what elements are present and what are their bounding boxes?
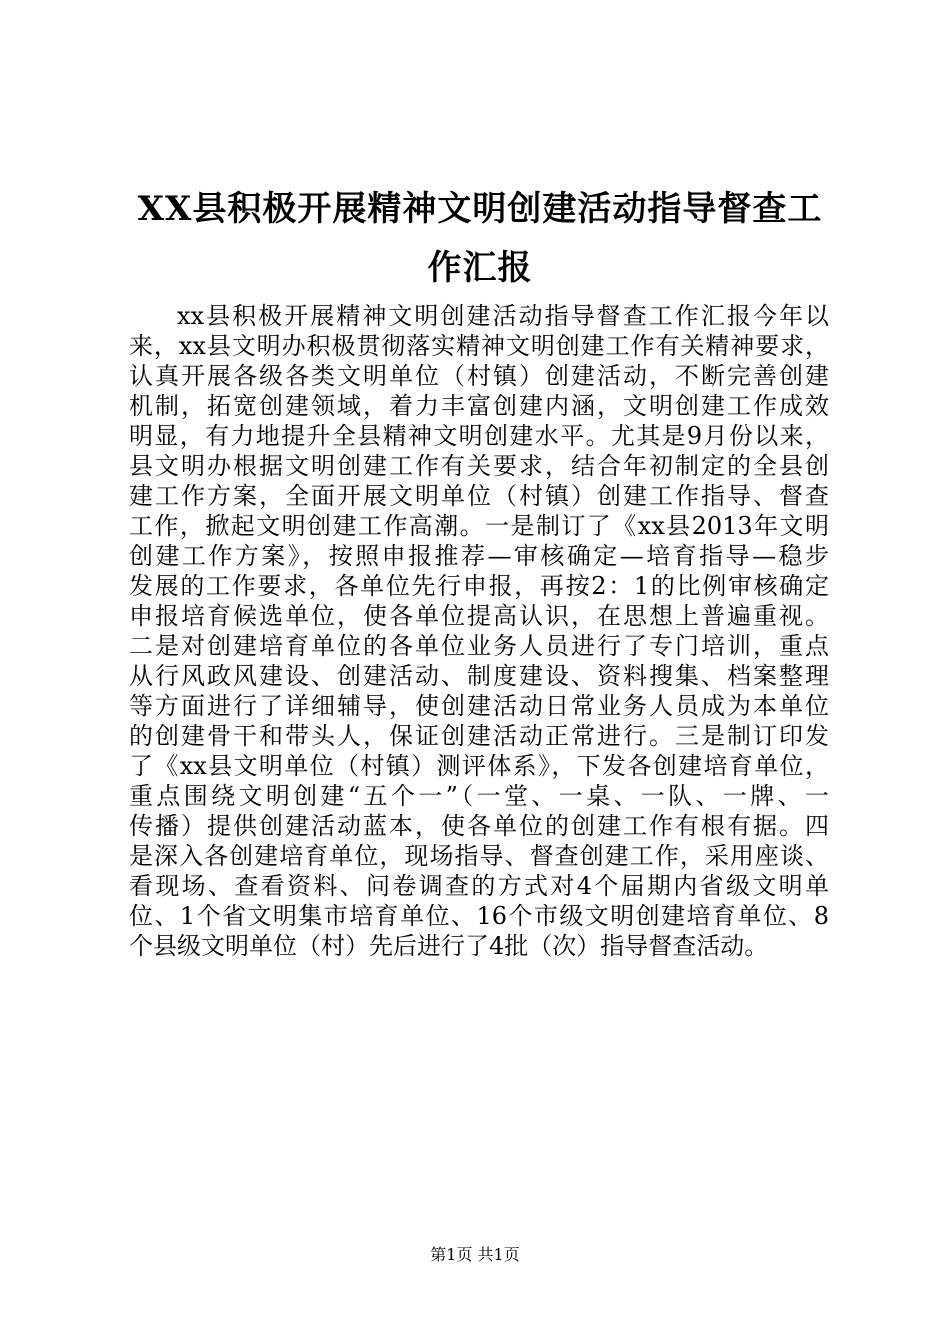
body-line: 机制，拓宽创建领域，着力丰富创建内涵，文明创建工作成效 bbox=[129, 392, 829, 420]
body-line: 个县级文明单位（村）先后进行了4批（次）指导督查活动。 bbox=[129, 932, 769, 960]
body-line: xx县积极开展精神文明创建活动指导督查工作汇报今年以 bbox=[177, 302, 829, 330]
body-line: 了《xx县文明单位（村镇）测评体系》，下发各创建培育单位， bbox=[129, 752, 829, 780]
body-line: 位、1个省文明集市培育单位、16个市级文明创建培育单位、8 bbox=[129, 902, 829, 930]
body-line: 看现场、查看资料、问卷调查的方式对4个届期内省级文明单 bbox=[129, 872, 829, 900]
body-line: 县文明办根据文明创建工作有关要求，结合年初制定的全县创 bbox=[129, 452, 829, 480]
document-title-line-2: 作汇报 bbox=[427, 248, 533, 288]
body-line: 发展的工作要求，各单位先行申报，再按2：1的比例审核确定 bbox=[129, 572, 829, 600]
body-line: 明显，有力地提升全县精神文明创建水平。尤其是9月份以来， bbox=[129, 422, 829, 450]
body-line: 等方面进行了详细辅导，使创建活动日常业务人员成为本单位 bbox=[129, 692, 829, 720]
body-line: 是深入各创建培育单位，现场指导、督查创建工作，采用座谈、 bbox=[129, 842, 829, 870]
body-line: 建工作方案，全面开展文明单位（村镇）创建工作指导、督查 bbox=[129, 482, 829, 510]
body-line: 二是对创建培育单位的各单位业务人员进行了专门培训，重点 bbox=[129, 632, 829, 660]
body-line: 来，xx县文明办积极贯彻落实精神文明创建工作有关精神要求， bbox=[129, 332, 829, 360]
body-line: 传播）提供创建活动蓝本，使各单位的创建工作有根有据。四 bbox=[129, 812, 829, 840]
body-line: 认真开展各级各类文明单位（村镇）创建活动，不断完善创建 bbox=[129, 362, 829, 390]
body-line: 的创建骨干和带头人，保证创建活动正常进行。三是制订印发 bbox=[129, 722, 829, 750]
body-line: 申报培育候选单位，使各单位提高认识，在思想上普遍重视。 bbox=[129, 602, 829, 630]
body-line: 工作，掀起文明创建工作高潮。一是制订了《xx县2013年文明 bbox=[129, 512, 829, 540]
body-line: 重点围绕文明创建“五个一”（一堂、一桌、一队、一牌、一 bbox=[129, 782, 829, 810]
body-line: 从行风政风建设、创建活动、制度建设、资料搜集、档案整理 bbox=[129, 662, 829, 690]
document-title-line-1: XX县积极开展精神文明创建活动指导督查工 bbox=[137, 189, 823, 229]
page-footer: 第1页 共1页 bbox=[430, 1245, 520, 1264]
document-body bbox=[129, 301, 829, 961]
body-line: 创建工作方案》，按照申报推荐—审核确定—培育指导—稳步 bbox=[129, 542, 829, 570]
